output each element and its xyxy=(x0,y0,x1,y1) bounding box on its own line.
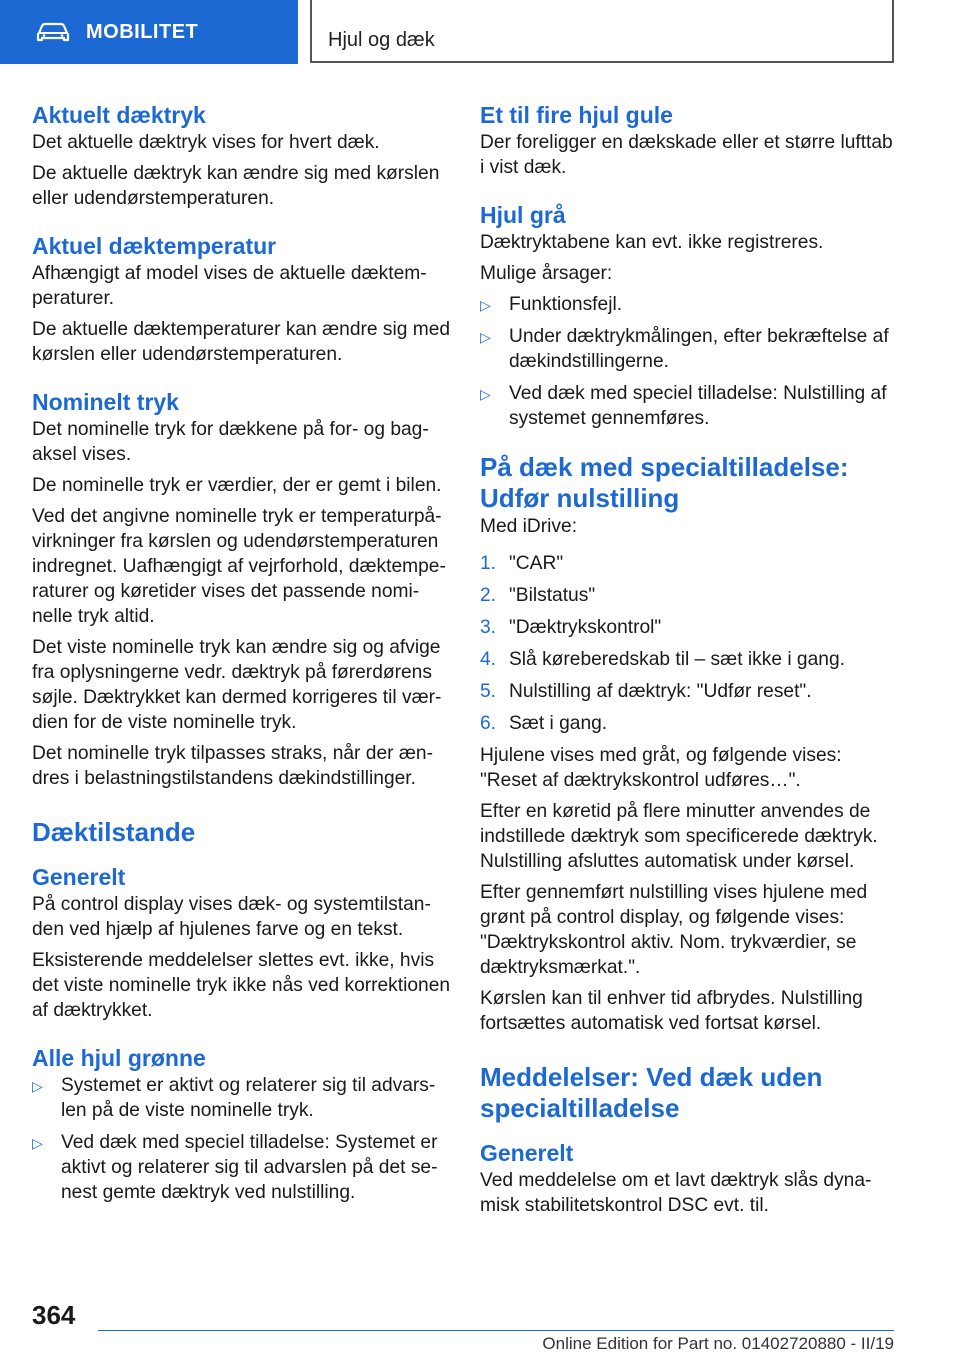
list-item: ▷ Ved dæk med speciel tilladelse: Nulstilling af systemet gennemføres. xyxy=(480,383,887,429)
paragraph: Med iDrive: xyxy=(480,516,578,537)
paragraph: De aktuelle dæktryk kan ændre sig med kørslen eller udendørstemperaturen. xyxy=(32,163,440,209)
chapter-title: Hjul og dæk xyxy=(328,29,435,51)
paragraph: Ved meddelelse om et lavt dæktryk slås dynamisk stabilitetskontrol DSC evt. til. xyxy=(480,1170,872,1216)
list-item: ▷ Under dæktrykmålingen, efter bekræftelse af dækindstillingerne. xyxy=(480,326,889,372)
left-column xyxy=(32,100,452,1212)
list-item: ▷ Ved dæk med speciel tilladelse: Systemet er aktivt og relaterer sig til advarslen på det senest gemte dæktryk ved nulstilling. xyxy=(32,1132,438,1203)
heading-general: Generelt xyxy=(32,864,126,890)
paragraph: Der foreligger en dækskade eller et større lufttab i vist dæk. xyxy=(480,132,893,178)
step-item: 4. Slå køreberedskab til – sæt ikke i gang. xyxy=(480,649,845,670)
paragraph: Eksisterende meddelelser slettes evt. ikke, hvis det viste nominelle tryk ikke nås ved korrektionen af dæktrykket. xyxy=(32,950,451,1021)
paragraph: Det aktuelle dæktryk vises for hvert dæk. xyxy=(32,132,380,153)
paragraph: De nominelle tryk er værdier, der er gemt i bilen. xyxy=(32,475,442,496)
heading-nominal-pressure: Nominelt tryk xyxy=(32,389,179,415)
paragraph: Efter gennemført nulstilling vises hjulene med grønt på control display, og følgende vises: "Dæktrykskontrol aktiv. Nom. trykværdier, se dæktryksmærkat.". xyxy=(480,882,868,978)
heading-general: Generelt xyxy=(480,1140,574,1166)
heading-all-green: Alle hjul grønne xyxy=(32,1045,206,1071)
footer-divider xyxy=(98,1330,894,1331)
heading-special-reset: På dæk med specialtilladelse: Udfør nulstilling xyxy=(480,452,849,513)
paragraph: Det nominelle tryk tilpasses straks, når der ændres i belastningstilstandens dækindstillinger. xyxy=(32,743,433,789)
paragraph: Dæktryktabene kan evt. ikke registreres. xyxy=(480,232,824,253)
paragraph: Det nominelle tryk for dækkene på for- og bagaksel vises. xyxy=(32,419,429,465)
step-item: 3. "Dæktrykskontrol" xyxy=(480,617,662,638)
paragraph: Det viste nominelle tryk kan ændre sig og afvige fra oplysningerne vedr. dæktryk på førerdørens søjle. Dæktrykket kan dermed korrigeres til værdien for de viste nominelle tryk. xyxy=(32,637,442,733)
step-item: 2. "Bilstatus" xyxy=(480,585,596,606)
section-label: MOBILITET xyxy=(86,20,199,43)
heading-current-temperature: Aktuel dæktemperatur xyxy=(32,233,277,259)
paragraph: Kørslen kan til enhver tid afbrydes. Nulstilling fortsættes automatisk ved fortsat kørsel. xyxy=(480,988,863,1034)
right-column xyxy=(480,100,900,1224)
triangle-bullet-icon: ▷ xyxy=(480,329,491,345)
list-item: ▷ Funktionsfejl. xyxy=(480,292,900,317)
all-green-list xyxy=(32,1073,452,1205)
triangle-bullet-icon: ▷ xyxy=(32,1135,43,1151)
page-number: 364 xyxy=(32,1300,76,1330)
triangle-bullet-icon: ▷ xyxy=(480,386,491,402)
triangle-bullet-icon: ▷ xyxy=(32,1078,43,1094)
step-item: 6. Sæt i gang. xyxy=(480,713,608,734)
heading-grey-wheels: Hjul grå xyxy=(480,202,566,228)
heading-yellow-wheels: Et til fire hjul gule xyxy=(480,102,673,128)
paragraph: Hjulene vises med gråt, og følgende vises: "Reset af dæktrykskontrol udføres…". xyxy=(480,745,842,791)
car-icon xyxy=(36,21,70,43)
paragraph: Mulige årsager: xyxy=(480,263,613,284)
heading-tire-states: Dæktilstande xyxy=(32,817,196,847)
paragraph: Afhængigt af model vises de aktuelle dæktemperaturer. xyxy=(32,263,427,309)
list-item: ▷ Systemet er aktivt og relaterer sig til advarslen på de viste nominelle tryk. xyxy=(32,1075,436,1121)
grey-reasons-list xyxy=(480,292,900,431)
section-tab[interactable] xyxy=(0,0,298,64)
paragraph: De aktuelle dæktemperaturer kan ændre sig med kørslen eller udendørstemperaturen. xyxy=(32,319,451,365)
chapter-header xyxy=(310,0,894,63)
paragraph: Ved det angivne nominelle tryk er temperaturpåvirkninger fra kørslen og udendørstemperaturen indregnet. Uafhængigt af vejrforhold, dæktemperaturer og køretider vises det passende nominelle tryk altid. xyxy=(32,506,446,627)
step-item: 5. Nulstilling af dæktryk: "Udfør reset". xyxy=(480,681,812,702)
edition-text: Online Edition for Part no. 01402720880 - II/19 xyxy=(542,1334,894,1353)
heading-messages: Meddelelser: Ved dæk uden specialtilladelse xyxy=(480,1062,823,1123)
reset-steps xyxy=(480,551,900,736)
heading-current-pressure: Aktuelt dæktryk xyxy=(32,102,206,128)
paragraph: Efter en køretid på flere minutter anvendes de indstillede dæktryk som specificerede dæktryk. Nulstilling afsluttes automatisk under kørsel. xyxy=(480,801,878,872)
paragraph: På control display vises dæk- og systemtilstanden ved hjælp af hjulenes farve og en tekst. xyxy=(32,894,431,940)
triangle-bullet-icon: ▷ xyxy=(480,297,491,313)
step-item: 1. "CAR" xyxy=(480,553,564,574)
